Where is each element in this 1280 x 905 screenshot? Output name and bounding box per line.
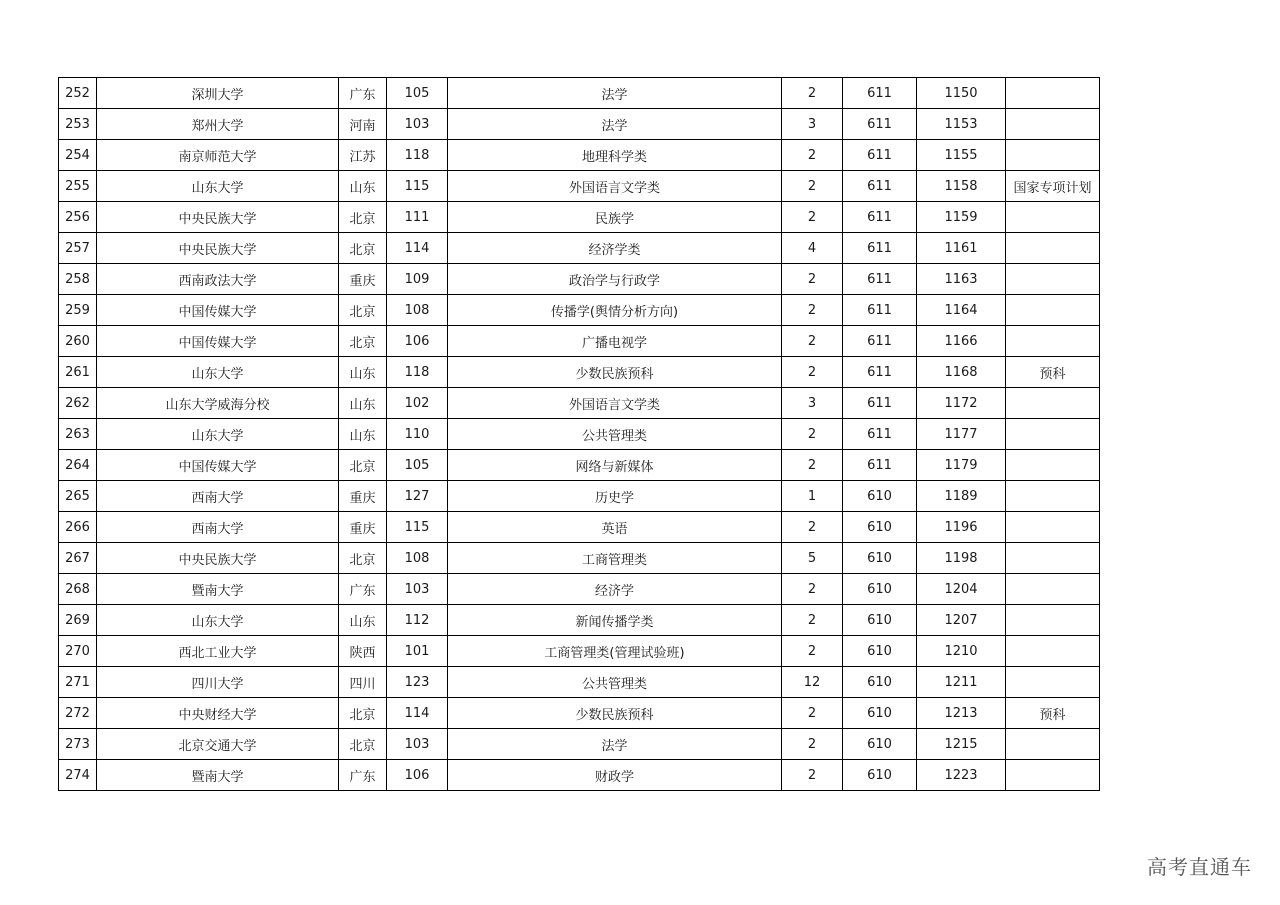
table-row xyxy=(59,605,1100,636)
major-code-cell: 115 xyxy=(387,512,448,543)
major-code-cell: 110 xyxy=(387,419,448,450)
plan-count-cell: 2 xyxy=(782,760,843,791)
province-cell: 北京 xyxy=(339,450,387,481)
major-cell: 法学 xyxy=(448,78,782,109)
province-cell: 四川 xyxy=(339,667,387,698)
table-row xyxy=(59,419,1100,450)
table-row xyxy=(59,140,1100,171)
major-cell: 传播学(舆情分析方向) xyxy=(448,295,782,326)
school-cell: 中央民族大学 xyxy=(97,233,339,264)
min-score-cell: 610 xyxy=(843,698,917,729)
min-score-cell: 610 xyxy=(843,481,917,512)
province-cell: 广东 xyxy=(339,574,387,605)
min-rank-cell: 1177 xyxy=(917,419,1006,450)
rank-cell: 269 xyxy=(59,605,97,636)
major-cell: 政治学与行政学 xyxy=(448,264,782,295)
province-cell: 山东 xyxy=(339,388,387,419)
province-cell: 山东 xyxy=(339,171,387,202)
min-score-cell: 611 xyxy=(843,140,917,171)
rank-cell: 259 xyxy=(59,295,97,326)
major-cell: 公共管理类 xyxy=(448,667,782,698)
min-score-cell: 610 xyxy=(843,512,917,543)
min-score-cell: 611 xyxy=(843,450,917,481)
plan-count-cell: 2 xyxy=(782,636,843,667)
major-cell: 外国语言文学类 xyxy=(448,171,782,202)
min-rank-cell: 1204 xyxy=(917,574,1006,605)
min-rank-cell: 1179 xyxy=(917,450,1006,481)
table-row xyxy=(59,512,1100,543)
rank-cell: 263 xyxy=(59,419,97,450)
min-rank-cell: 1153 xyxy=(917,109,1006,140)
min-score-cell: 611 xyxy=(843,295,917,326)
plan-count-cell: 2 xyxy=(782,78,843,109)
major-code-cell: 102 xyxy=(387,388,448,419)
major-cell: 民族学 xyxy=(448,202,782,233)
major-code-cell: 108 xyxy=(387,543,448,574)
major-cell: 网络与新媒体 xyxy=(448,450,782,481)
plan-count-cell: 2 xyxy=(782,574,843,605)
min-rank-cell: 1223 xyxy=(917,760,1006,791)
plan-count-cell: 2 xyxy=(782,357,843,388)
major-code-cell: 105 xyxy=(387,450,448,481)
province-cell: 北京 xyxy=(339,233,387,264)
min-rank-cell: 1158 xyxy=(917,171,1006,202)
rank-cell: 264 xyxy=(59,450,97,481)
province-cell: 江苏 xyxy=(339,140,387,171)
table-row xyxy=(59,667,1100,698)
min-score-cell: 610 xyxy=(843,760,917,791)
major-cell: 少数民族预科 xyxy=(448,357,782,388)
plan-count-cell: 2 xyxy=(782,419,843,450)
school-cell: 暨南大学 xyxy=(97,760,339,791)
major-cell: 公共管理类 xyxy=(448,419,782,450)
note-cell xyxy=(1006,667,1100,698)
plan-count-cell: 2 xyxy=(782,729,843,760)
min-rank-cell: 1196 xyxy=(917,512,1006,543)
major-code-cell: 108 xyxy=(387,295,448,326)
min-score-cell: 611 xyxy=(843,357,917,388)
note-cell: 预科 xyxy=(1006,698,1100,729)
min-rank-cell: 1161 xyxy=(917,233,1006,264)
min-score-cell: 611 xyxy=(843,264,917,295)
note-cell xyxy=(1006,264,1100,295)
note-cell xyxy=(1006,450,1100,481)
min-rank-cell: 1164 xyxy=(917,295,1006,326)
major-cell: 法学 xyxy=(448,729,782,760)
table-row xyxy=(59,233,1100,264)
rank-cell: 252 xyxy=(59,78,97,109)
note-cell xyxy=(1006,233,1100,264)
rank-cell: 257 xyxy=(59,233,97,264)
table-row xyxy=(59,543,1100,574)
note-cell xyxy=(1006,481,1100,512)
table-row xyxy=(59,388,1100,419)
note-cell: 预科 xyxy=(1006,357,1100,388)
province-cell: 北京 xyxy=(339,698,387,729)
rank-cell: 258 xyxy=(59,264,97,295)
min-rank-cell: 1215 xyxy=(917,729,1006,760)
min-score-cell: 611 xyxy=(843,202,917,233)
rank-cell: 265 xyxy=(59,481,97,512)
rank-cell: 266 xyxy=(59,512,97,543)
note-cell xyxy=(1006,295,1100,326)
province-cell: 北京 xyxy=(339,326,387,357)
table-body xyxy=(59,78,1100,791)
plan-count-cell: 12 xyxy=(782,667,843,698)
table-row xyxy=(59,450,1100,481)
min-score-cell: 611 xyxy=(843,109,917,140)
min-rank-cell: 1163 xyxy=(917,264,1006,295)
major-cell: 法学 xyxy=(448,109,782,140)
rank-cell: 268 xyxy=(59,574,97,605)
major-code-cell: 111 xyxy=(387,202,448,233)
school-cell: 中国传媒大学 xyxy=(97,450,339,481)
major-cell: 英语 xyxy=(448,512,782,543)
province-cell: 北京 xyxy=(339,295,387,326)
school-cell: 中央民族大学 xyxy=(97,202,339,233)
major-code-cell: 118 xyxy=(387,140,448,171)
plan-count-cell: 2 xyxy=(782,698,843,729)
table-row xyxy=(59,202,1100,233)
note-cell xyxy=(1006,512,1100,543)
rank-cell: 261 xyxy=(59,357,97,388)
plan-count-cell: 3 xyxy=(782,388,843,419)
major-code-cell: 123 xyxy=(387,667,448,698)
table-row xyxy=(59,264,1100,295)
school-cell: 南京师范大学 xyxy=(97,140,339,171)
table-row xyxy=(59,729,1100,760)
province-cell: 河南 xyxy=(339,109,387,140)
rank-cell: 274 xyxy=(59,760,97,791)
province-cell: 重庆 xyxy=(339,264,387,295)
school-cell: 西南大学 xyxy=(97,481,339,512)
school-cell: 深圳大学 xyxy=(97,78,339,109)
min-rank-cell: 1168 xyxy=(917,357,1006,388)
school-cell: 中国传媒大学 xyxy=(97,295,339,326)
major-code-cell: 109 xyxy=(387,264,448,295)
rank-cell: 253 xyxy=(59,109,97,140)
plan-count-cell: 4 xyxy=(782,233,843,264)
note-cell xyxy=(1006,388,1100,419)
province-cell: 重庆 xyxy=(339,512,387,543)
table-row xyxy=(59,760,1100,791)
plan-count-cell: 2 xyxy=(782,171,843,202)
table-row xyxy=(59,698,1100,729)
major-code-cell: 114 xyxy=(387,233,448,264)
major-code-cell: 106 xyxy=(387,760,448,791)
plan-count-cell: 2 xyxy=(782,295,843,326)
plan-count-cell: 2 xyxy=(782,326,843,357)
min-score-cell: 610 xyxy=(843,729,917,760)
min-rank-cell: 1211 xyxy=(917,667,1006,698)
min-score-cell: 610 xyxy=(843,574,917,605)
school-cell: 西北工业大学 xyxy=(97,636,339,667)
major-code-cell: 106 xyxy=(387,326,448,357)
school-cell: 西南大学 xyxy=(97,512,339,543)
province-cell: 广东 xyxy=(339,78,387,109)
note-cell xyxy=(1006,760,1100,791)
school-cell: 山东大学 xyxy=(97,171,339,202)
min-score-cell: 611 xyxy=(843,171,917,202)
school-cell: 山东大学威海分校 xyxy=(97,388,339,419)
table-row xyxy=(59,636,1100,667)
major-cell: 外国语言文学类 xyxy=(448,388,782,419)
min-score-cell: 610 xyxy=(843,636,917,667)
min-score-cell: 611 xyxy=(843,326,917,357)
school-cell: 山东大学 xyxy=(97,357,339,388)
min-rank-cell: 1213 xyxy=(917,698,1006,729)
note-cell xyxy=(1006,636,1100,667)
note-cell xyxy=(1006,729,1100,760)
plan-count-cell: 2 xyxy=(782,264,843,295)
rank-cell: 255 xyxy=(59,171,97,202)
school-cell: 山东大学 xyxy=(97,419,339,450)
school-cell: 中国传媒大学 xyxy=(97,326,339,357)
plan-count-cell: 5 xyxy=(782,543,843,574)
watermark-text: 高考直通车 xyxy=(1147,855,1252,879)
province-cell: 北京 xyxy=(339,543,387,574)
province-cell: 山东 xyxy=(339,605,387,636)
major-code-cell: 105 xyxy=(387,78,448,109)
note-cell: 国家专项计划 xyxy=(1006,171,1100,202)
major-code-cell: 118 xyxy=(387,357,448,388)
note-cell xyxy=(1006,140,1100,171)
min-score-cell: 610 xyxy=(843,605,917,636)
min-score-cell: 611 xyxy=(843,233,917,264)
province-cell: 山东 xyxy=(339,357,387,388)
major-cell: 新闻传播学类 xyxy=(448,605,782,636)
major-code-cell: 103 xyxy=(387,109,448,140)
table-row xyxy=(59,295,1100,326)
major-cell: 历史学 xyxy=(448,481,782,512)
note-cell xyxy=(1006,109,1100,140)
major-cell: 经济学类 xyxy=(448,233,782,264)
min-rank-cell: 1207 xyxy=(917,605,1006,636)
school-cell: 中央财经大学 xyxy=(97,698,339,729)
min-score-cell: 611 xyxy=(843,78,917,109)
note-cell xyxy=(1006,574,1100,605)
province-cell: 陕西 xyxy=(339,636,387,667)
min-rank-cell: 1150 xyxy=(917,78,1006,109)
school-cell: 西南政法大学 xyxy=(97,264,339,295)
major-code-cell: 115 xyxy=(387,171,448,202)
major-cell: 少数民族预科 xyxy=(448,698,782,729)
plan-count-cell: 2 xyxy=(782,140,843,171)
province-cell: 山东 xyxy=(339,419,387,450)
school-cell: 山东大学 xyxy=(97,605,339,636)
major-code-cell: 103 xyxy=(387,729,448,760)
major-code-cell: 112 xyxy=(387,605,448,636)
table-row xyxy=(59,78,1100,109)
rank-cell: 272 xyxy=(59,698,97,729)
school-cell: 郑州大学 xyxy=(97,109,339,140)
major-cell: 工商管理类 xyxy=(448,543,782,574)
major-cell: 财政学 xyxy=(448,760,782,791)
province-cell: 重庆 xyxy=(339,481,387,512)
min-rank-cell: 1166 xyxy=(917,326,1006,357)
min-score-cell: 610 xyxy=(843,667,917,698)
table-row xyxy=(59,357,1100,388)
province-cell: 北京 xyxy=(339,202,387,233)
rank-cell: 273 xyxy=(59,729,97,760)
plan-count-cell: 1 xyxy=(782,481,843,512)
admission-table xyxy=(58,77,1100,791)
min-rank-cell: 1210 xyxy=(917,636,1006,667)
major-cell: 广播电视学 xyxy=(448,326,782,357)
province-cell: 广东 xyxy=(339,760,387,791)
rank-cell: 260 xyxy=(59,326,97,357)
major-code-cell: 127 xyxy=(387,481,448,512)
major-cell: 经济学 xyxy=(448,574,782,605)
note-cell xyxy=(1006,202,1100,233)
note-cell xyxy=(1006,543,1100,574)
min-rank-cell: 1159 xyxy=(917,202,1006,233)
rank-cell: 262 xyxy=(59,388,97,419)
rank-cell: 267 xyxy=(59,543,97,574)
rank-cell: 271 xyxy=(59,667,97,698)
min-rank-cell: 1155 xyxy=(917,140,1006,171)
table-row xyxy=(59,171,1100,202)
table-row xyxy=(59,574,1100,605)
table-row xyxy=(59,326,1100,357)
table-row xyxy=(59,109,1100,140)
school-cell: 北京交通大学 xyxy=(97,729,339,760)
note-cell xyxy=(1006,605,1100,636)
min-rank-cell: 1172 xyxy=(917,388,1006,419)
province-cell: 北京 xyxy=(339,729,387,760)
rank-cell: 270 xyxy=(59,636,97,667)
plan-count-cell: 2 xyxy=(782,202,843,233)
min-score-cell: 611 xyxy=(843,388,917,419)
rank-cell: 254 xyxy=(59,140,97,171)
school-cell: 中央民族大学 xyxy=(97,543,339,574)
school-cell: 四川大学 xyxy=(97,667,339,698)
plan-count-cell: 2 xyxy=(782,512,843,543)
min-rank-cell: 1198 xyxy=(917,543,1006,574)
note-cell xyxy=(1006,326,1100,357)
major-code-cell: 114 xyxy=(387,698,448,729)
min-rank-cell: 1189 xyxy=(917,481,1006,512)
school-cell: 暨南大学 xyxy=(97,574,339,605)
min-score-cell: 611 xyxy=(843,419,917,450)
plan-count-cell: 3 xyxy=(782,109,843,140)
plan-count-cell: 2 xyxy=(782,605,843,636)
table-row xyxy=(59,481,1100,512)
note-cell xyxy=(1006,419,1100,450)
rank-cell: 256 xyxy=(59,202,97,233)
major-code-cell: 101 xyxy=(387,636,448,667)
major-cell: 工商管理类(管理试验班) xyxy=(448,636,782,667)
note-cell xyxy=(1006,78,1100,109)
min-score-cell: 610 xyxy=(843,543,917,574)
major-code-cell: 103 xyxy=(387,574,448,605)
major-cell: 地理科学类 xyxy=(448,140,782,171)
plan-count-cell: 2 xyxy=(782,450,843,481)
